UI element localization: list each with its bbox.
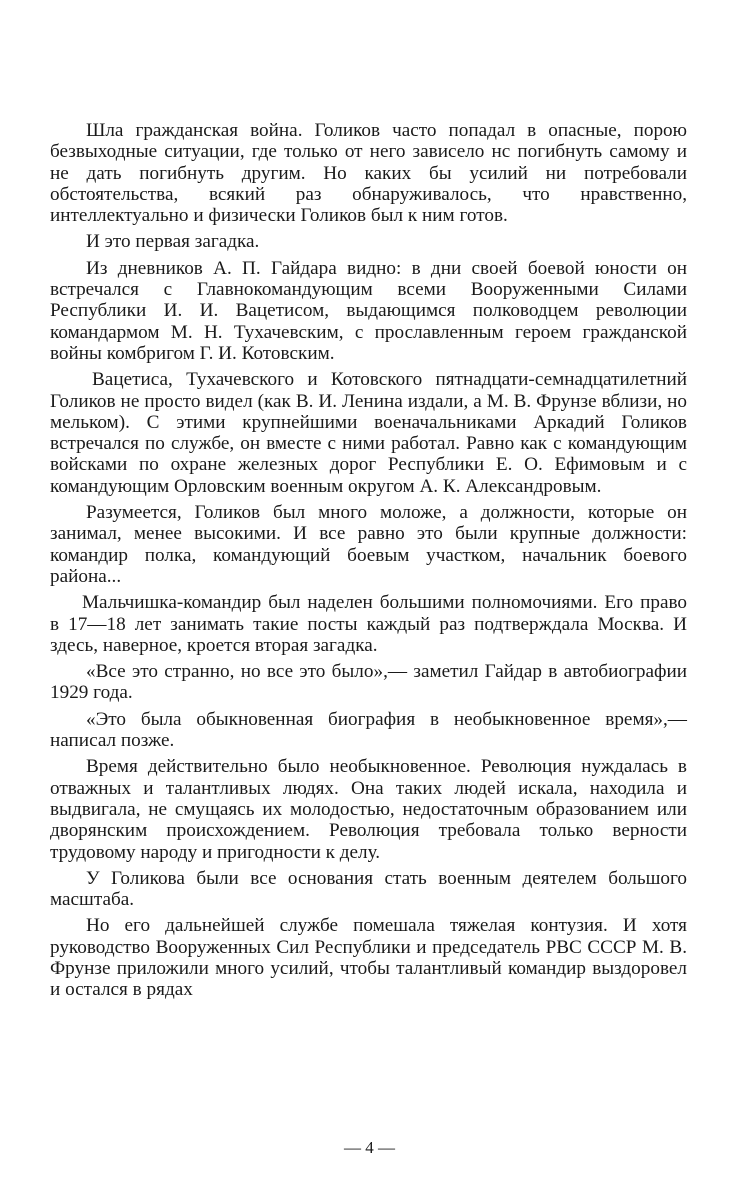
paragraph-first-mystery: И это первая загадка. xyxy=(86,231,260,253)
paragraph-positions: Разумеется, Голиков был много моложе, а должности, которые он занимал, менее высокими. И все равно это были крупные должности: командир полка, командующий боевым участком, начальник боевого района... xyxy=(50,502,687,587)
paragraph-second-mystery: Мальчишка-командир был наделен большими полномочиями. Его право в 17—18 лет занимать такие посты каждый раз подтверждала Москва. И здесь, наверное, кроется вторая загадка. xyxy=(50,592,687,656)
paragraph-commanders: Вацетиса, Тухачевского и Котовского пятнадцати-семнадцатилетний Голиков не просто видел (как В. И. Ленина издали, а М. В. Фрунзе вблизи, но мельком). С этими крупнейшими военачальниками Аркадий Голиков встречался по службе, он вместе с ними работал. Равно как с командующим войсками по охране железных дорог Республики Е. О. Ефимовым и с командующим Орловским военным округом А. К. Александровым. xyxy=(50,369,687,497)
page-number: — 4 — xyxy=(344,1138,395,1157)
paragraph-civil-war: Шла гражданская война. Голиков часто попадал в опасные, порою безвыходные ситуации, где только от него зависело нс погибнуть самому и не дать погибнуть другим. Но каких бы усилий ни потребовали обстоятельства, всякий раз обнаруживалось, что нравственно, интеллектуально и физически Голиков был к ним готов. xyxy=(50,120,687,227)
paragraph-military-figure: У Голикова были все основания стать военным деятелем большого масштаба. xyxy=(50,867,687,911)
paragraph-diaries: Из дневников А. П. Гайдара видно: в дни своей боевой юности он встречался с Главнокомандующим всеми Вооруженными Силами Республики И. И. Вацетисом, выдающимся полководцем революции командармом М. Н. Тухачевским, с прославленным героем гражданской войны комбригом Г. И. Котовским. xyxy=(50,257,687,364)
page-text xyxy=(50,120,687,1006)
paragraph-quote-strange: «Все это странно, но все это было»,— заметил Гайдар в автобиографии 1929 года. xyxy=(50,661,687,704)
paragraph-quote-biography: «Это была обыкновенная биография в необыкновенное время»,— написал позже. xyxy=(50,708,687,752)
paragraph-contusion: Но его дальнейшей службе помешала тяжелая контузия. И хотя руководство Вооруженных Сил Республики и председатель РВС СССР М. В. Фрунзе приложили много усилий, чтобы талантливый командир выздоровел и остался в рядах xyxy=(50,915,687,1001)
paragraph-extraordinary-time: Время действительно было необыкновенное. Революция нуждалась в отважных и талантливых людях. Она таких людей искала, находила и выдвигала, не смущаясь их молодостью, недостаточным образованием или дворянским происхождением. Революция требовала только верности трудовому народу и пригодности к делу. xyxy=(50,756,687,863)
